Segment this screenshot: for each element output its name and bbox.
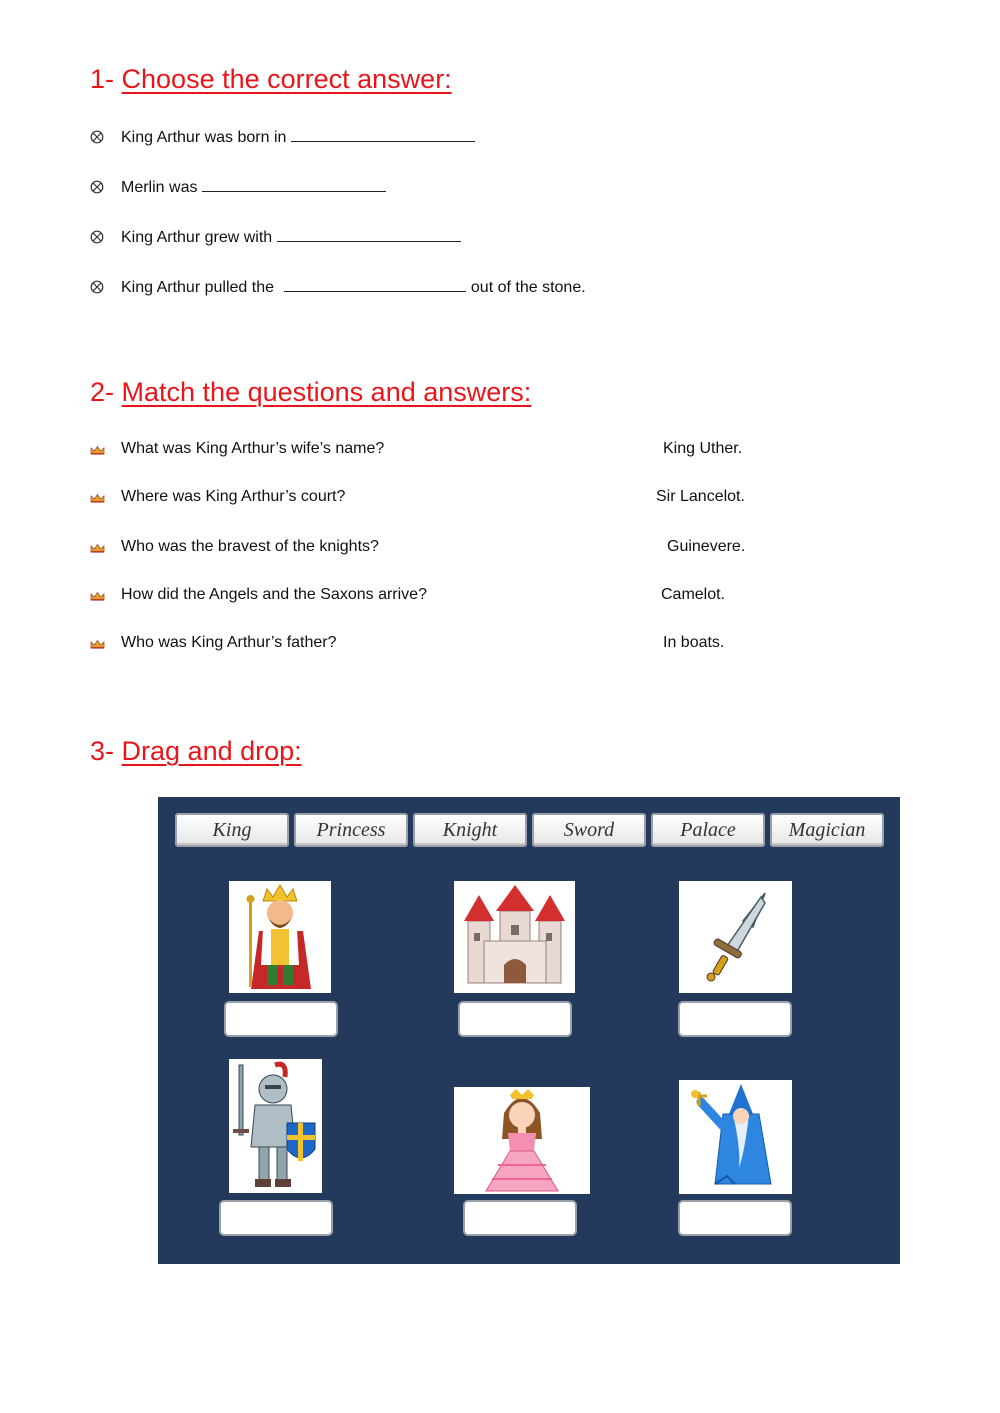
match-question-1 [90,438,384,460]
drop-zone-princess[interactable] [463,1200,577,1236]
section-3-title: Drag and drop: [121,736,302,766]
section-3-heading [90,736,302,767]
word-tile-sword[interactable]: Sword [532,813,646,847]
section-1-heading [90,64,452,95]
drop-zone-wizard[interactable] [678,1200,792,1236]
match-answer-2[interactable]: Sir Lancelot. [656,488,745,505]
match-question-3 [90,536,379,558]
answer-blank-1[interactable] [291,125,475,142]
section-1-title: Choose the correct answer: [121,64,452,94]
sword-image [679,881,792,993]
drag-drop-board [158,797,900,1264]
question-2-text: Merlin was [121,179,198,196]
match-question-5-text: Who was King Arthur’s father? [121,634,337,651]
question-3 [90,225,461,247]
answer-blank-4[interactable] [284,275,466,292]
match-question-4 [90,584,427,606]
question-2 [90,175,386,197]
crown-bullet-icon [90,445,105,455]
circle-x-bullet-icon [90,180,104,194]
match-answer-4[interactable]: Camelot. [661,586,726,603]
match-answer-5[interactable]: In boats. [663,634,725,651]
drop-zone-castle[interactable] [458,1001,572,1037]
section-2-heading [90,377,531,408]
word-tile-magician[interactable]: Magician [770,813,884,847]
word-tile-king[interactable]: King [175,813,289,847]
crown-bullet-icon [90,639,105,649]
crown-bullet-icon [90,543,105,553]
question-3-text: King Arthur grew with [121,229,273,246]
match-answer-3[interactable]: Guinevere. [667,538,746,555]
king-image [229,881,331,993]
crown-bullet-icon [90,591,105,601]
knight-image [229,1059,322,1193]
section-2-number: 2- [90,377,115,407]
section-3-number: 3- [90,736,115,766]
drop-zone-knight[interactable] [219,1200,333,1236]
circle-x-bullet-icon [90,230,104,244]
question-4-after-text: out of the stone. [470,279,586,296]
question-1 [90,125,475,147]
circle-x-bullet-icon [90,130,104,144]
match-question-2 [90,486,345,508]
section-1-number: 1- [90,64,115,94]
word-tile-palace[interactable]: Palace [651,813,765,847]
crown-bullet-icon [90,493,105,503]
castle-image [454,881,575,993]
section-2-title: Match the questions and answers: [121,377,532,407]
question-4 [90,275,586,297]
circle-x-bullet-icon [90,280,104,294]
word-tile-knight[interactable]: Knight [413,813,527,847]
princess-image [454,1087,590,1194]
match-question-2-text: Where was King Arthur’s court? [121,488,346,505]
question-4-text: King Arthur pulled the [121,279,274,296]
answer-blank-3[interactable] [277,225,461,242]
answer-blank-2[interactable] [202,175,386,192]
question-1-text: King Arthur was born in [121,129,287,146]
match-question-5 [90,632,337,654]
word-tile-princess[interactable]: Princess [294,813,408,847]
drop-zone-king[interactable] [224,1001,338,1037]
drop-zone-sword[interactable] [678,1001,792,1037]
match-question-4-text: How did the Angels and the Saxons arrive? [121,586,427,603]
wizard-image [679,1080,792,1194]
match-question-1-text: What was King Arthur’s wife’s name? [121,440,385,457]
match-question-3-text: Who was the bravest of the knights? [121,538,379,555]
match-answer-1[interactable]: King Uther. [663,440,743,457]
